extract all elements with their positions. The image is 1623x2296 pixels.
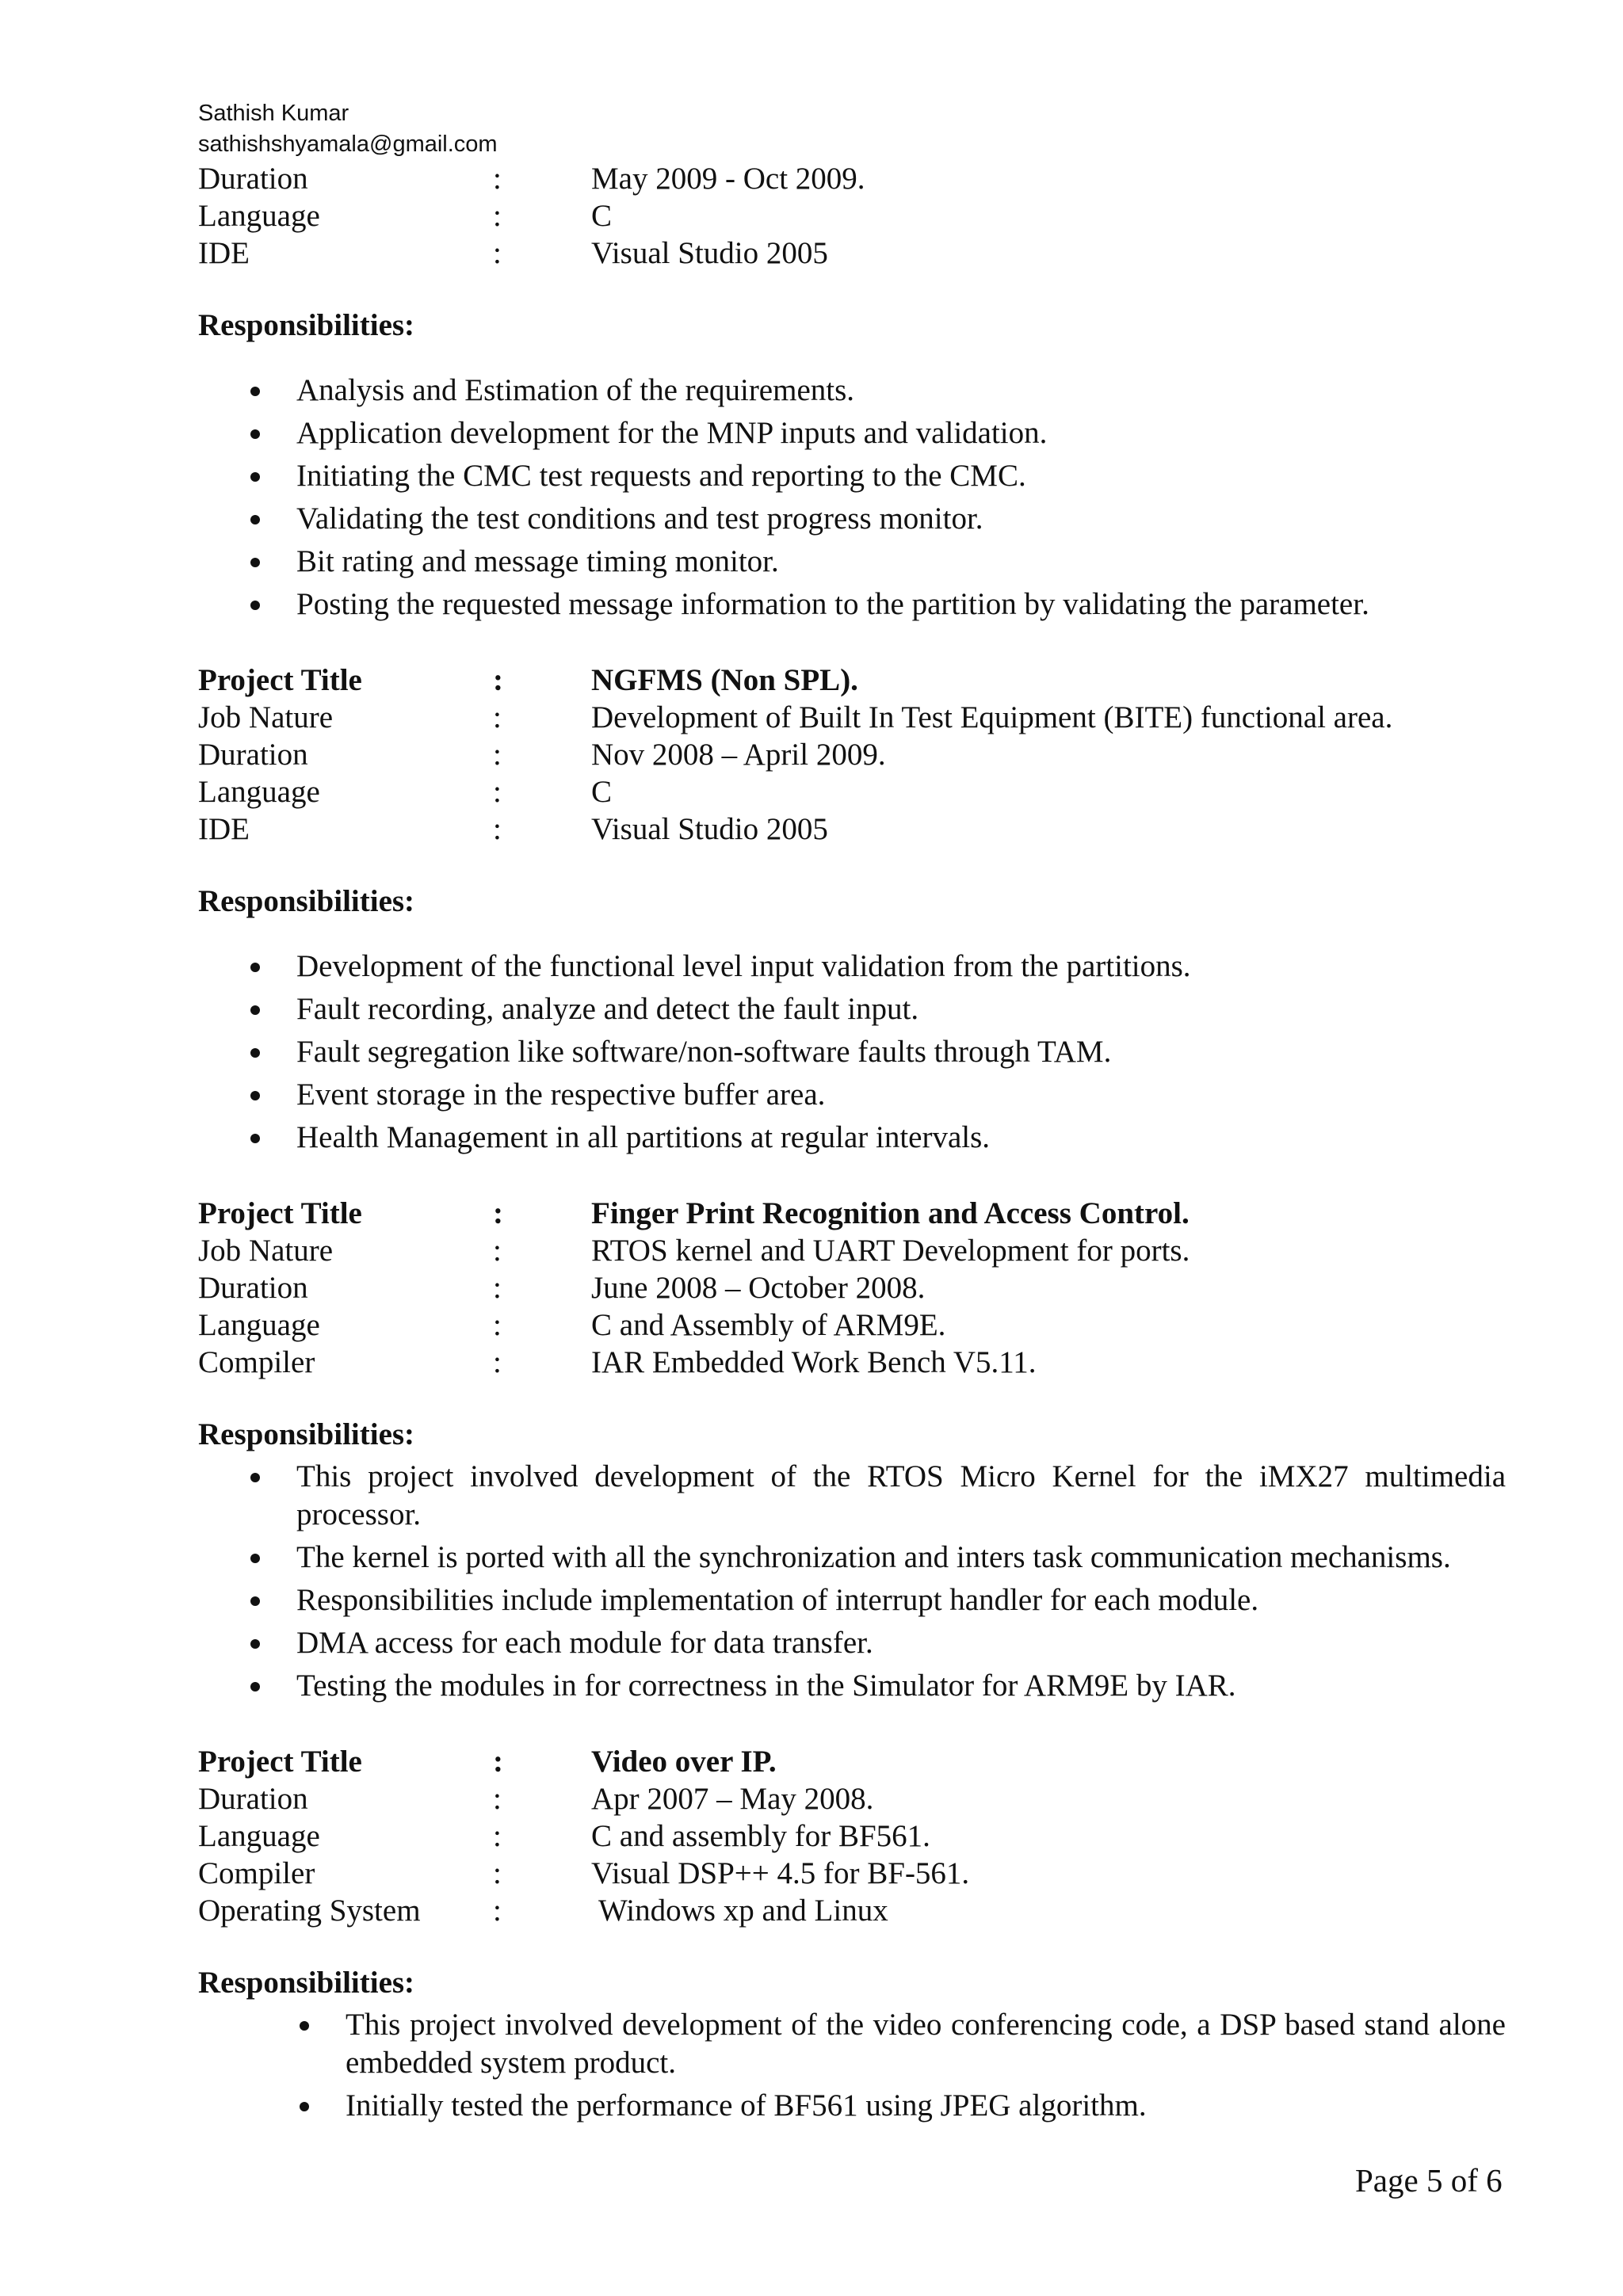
list-item: This project involved development of the video conferencing code, a DSP based stand alone embedded system product. <box>198 2006 1506 2082</box>
responsibilities-heading: Responsibilities: <box>198 308 415 342</box>
page-header <box>198 98 498 160</box>
detail-row-language <box>198 197 1506 235</box>
detail-label: IDE <box>198 236 250 270</box>
detail-row-job-nature <box>198 699 1506 736</box>
list-item: Fault segregation like software/non-software faults through TAM. <box>198 1033 1506 1071</box>
detail-row-language <box>198 1817 1506 1855</box>
project-title-row <box>198 1195 1506 1232</box>
list-item: Posting the requested message information to the partition by validating the parameter. <box>198 585 1506 624</box>
list-item: Bit rating and message timing monitor. <box>198 543 1506 581</box>
detail-label: Compiler <box>198 1856 315 1890</box>
detail-colon: : <box>493 1745 503 1779</box>
detail-colon: : <box>493 236 502 270</box>
list-item: Initiating the CMC test requests and reporting to the CMC. <box>198 457 1506 495</box>
detail-colon: : <box>493 1271 502 1305</box>
page-content <box>198 160 1506 2130</box>
list-item: Validating the test conditions and test progress monitor. <box>198 500 1506 538</box>
list-item: Testing the modules in for correctness in the Simulator for ARM9E by IAR. <box>198 1667 1506 1705</box>
bullet-icon <box>250 515 260 524</box>
list-item: Responsibilities include implementation of interrupt handler for each module. <box>198 1581 1506 1619</box>
candidate-name: Sathish Kumar <box>198 101 349 126</box>
detail-value: Apr 2007 – May 2008. <box>591 1782 874 1816</box>
bullet-icon <box>250 558 260 567</box>
detail-colon: : <box>493 1856 502 1890</box>
list-item: Application development for the MNP inputs and validation. <box>198 414 1506 452</box>
list-item: The kernel is ported with all the synchronization and inters task communication mechanisms. <box>198 1539 1506 1577</box>
detail-colon: : <box>493 1782 502 1816</box>
page-number: Page 5 of 6 <box>1355 2162 1503 2199</box>
bullet-icon <box>250 429 260 439</box>
detail-value: Development of Built In Test Equipment (BITE) functional area. <box>591 700 1393 734</box>
detail-colon: : <box>493 700 502 734</box>
bullet-icon <box>250 1005 260 1015</box>
bullet-icon <box>250 1682 260 1691</box>
detail-label: Duration <box>198 1271 308 1305</box>
bullet-icon <box>250 1091 260 1100</box>
bullet-icon <box>250 1134 260 1143</box>
detail-value: RTOS kernel and UART Development for ports. <box>591 1234 1190 1268</box>
project-fingerprint <box>198 1195 1506 1705</box>
list-item: Development of the functional level input validation from the partitions. <box>198 948 1506 986</box>
responsibilities-list <box>198 372 1506 624</box>
project-title: Finger Print Recognition and Access Control. <box>591 1196 1190 1230</box>
detail-label: IDE <box>198 812 250 846</box>
detail-row-compiler <box>198 1855 1506 1892</box>
detail-row-language <box>198 1306 1506 1344</box>
detail-colon: : <box>493 1196 503 1230</box>
list-item: Event storage in the respective buffer area. <box>198 1076 1506 1114</box>
list-item: Fault recording, analyze and detect the fault input. <box>198 990 1506 1028</box>
detail-label: Operating System <box>198 1894 421 1928</box>
project-title: Video over IP. <box>591 1745 777 1779</box>
detail-value: Visual Studio 2005 <box>591 236 828 270</box>
detail-row-ide <box>198 235 1506 272</box>
detail-colon: : <box>493 1819 502 1853</box>
project-ngfms <box>198 662 1506 1157</box>
detail-row-compiler <box>198 1344 1506 1381</box>
detail-value: C <box>591 775 613 809</box>
bullet-icon <box>300 2102 309 2111</box>
detail-value: Nov 2008 – April 2009. <box>591 738 886 772</box>
detail-colon: : <box>493 162 502 196</box>
detail-label: Language <box>198 199 320 233</box>
bullet-icon <box>250 1639 260 1649</box>
detail-label: Project Title <box>198 1745 362 1779</box>
detail-row-operating-system <box>198 1892 1506 1929</box>
project-title: NGFMS (Non SPL). <box>591 663 858 697</box>
responsibilities-heading: Responsibilities: <box>198 884 415 918</box>
candidate-email: sathishshyamala@gmail.com <box>198 132 498 157</box>
detail-row-ide <box>198 810 1506 848</box>
detail-label: Duration <box>198 738 308 772</box>
detail-row-duration <box>198 160 1506 197</box>
detail-colon: : <box>493 199 502 233</box>
detail-value: C and assembly for BF561. <box>591 1819 930 1853</box>
bullet-icon <box>250 1554 260 1563</box>
detail-value: C and Assembly of ARM9E. <box>591 1308 946 1342</box>
list-item: DMA access for each module for data transfer. <box>198 1624 1506 1662</box>
responsibilities-heading: Responsibilities: <box>198 1417 415 1451</box>
detail-colon: : <box>493 775 502 809</box>
detail-value: Visual DSP++ 4.5 for BF-561. <box>591 1856 970 1890</box>
detail-label: Job Nature <box>198 1234 334 1268</box>
bullet-icon <box>300 2021 309 2031</box>
list-item: Analysis and Estimation of the requirements. <box>198 372 1506 410</box>
bullet-icon <box>250 963 260 972</box>
detail-label: Project Title <box>198 663 362 697</box>
project-continued <box>198 160 1506 624</box>
list-item: Initially tested the performance of BF561 using JPEG algorithm. <box>198 2087 1506 2125</box>
project-title-row <box>198 1743 1506 1780</box>
detail-value: C <box>591 199 613 233</box>
detail-value: May 2009 - Oct 2009. <box>591 162 865 196</box>
detail-colon: : <box>493 738 502 772</box>
bullet-icon <box>250 1596 260 1606</box>
responsibilities-heading: Responsibilities: <box>198 1966 415 2000</box>
detail-value: IAR Embedded Work Bench V5.11. <box>591 1345 1037 1379</box>
detail-colon: : <box>493 1234 502 1268</box>
detail-colon: : <box>493 1308 502 1342</box>
detail-label: Language <box>198 1819 320 1853</box>
detail-colon: : <box>493 1345 502 1379</box>
detail-row-duration <box>198 736 1506 773</box>
detail-label: Compiler <box>198 1345 315 1379</box>
bullet-icon <box>250 472 260 482</box>
detail-value: June 2008 – October 2008. <box>591 1271 926 1305</box>
detail-label: Duration <box>198 162 308 196</box>
detail-colon: : <box>493 1894 502 1928</box>
responsibilities-list <box>198 2006 1506 2125</box>
bullet-icon <box>250 1473 260 1482</box>
detail-row-duration <box>198 1269 1506 1306</box>
responsibilities-list <box>198 1458 1506 1705</box>
bullet-icon <box>250 601 260 610</box>
detail-label: Duration <box>198 1782 308 1816</box>
project-video-over-ip <box>198 1743 1506 2125</box>
bullet-icon <box>250 387 260 396</box>
detail-label: Job Nature <box>198 700 334 734</box>
detail-value: Visual Studio 2005 <box>591 812 828 846</box>
detail-row-duration <box>198 1780 1506 1817</box>
responsibilities-list <box>198 948 1506 1157</box>
detail-value: Windows xp and Linux <box>591 1894 888 1928</box>
detail-row-language <box>198 773 1506 810</box>
project-title-row <box>198 662 1506 699</box>
detail-colon: : <box>493 812 502 846</box>
detail-label: Language <box>198 775 320 809</box>
list-item: This project involved development of the RTOS Micro Kernel for the iMX27 multimedia processor. <box>198 1458 1506 1534</box>
detail-label: Language <box>198 1308 320 1342</box>
detail-row-job-nature <box>198 1232 1506 1269</box>
bullet-icon <box>250 1048 260 1058</box>
detail-colon: : <box>493 663 503 697</box>
list-item: Health Management in all partitions at regular intervals. <box>198 1119 1506 1157</box>
detail-label: Project Title <box>198 1196 362 1230</box>
